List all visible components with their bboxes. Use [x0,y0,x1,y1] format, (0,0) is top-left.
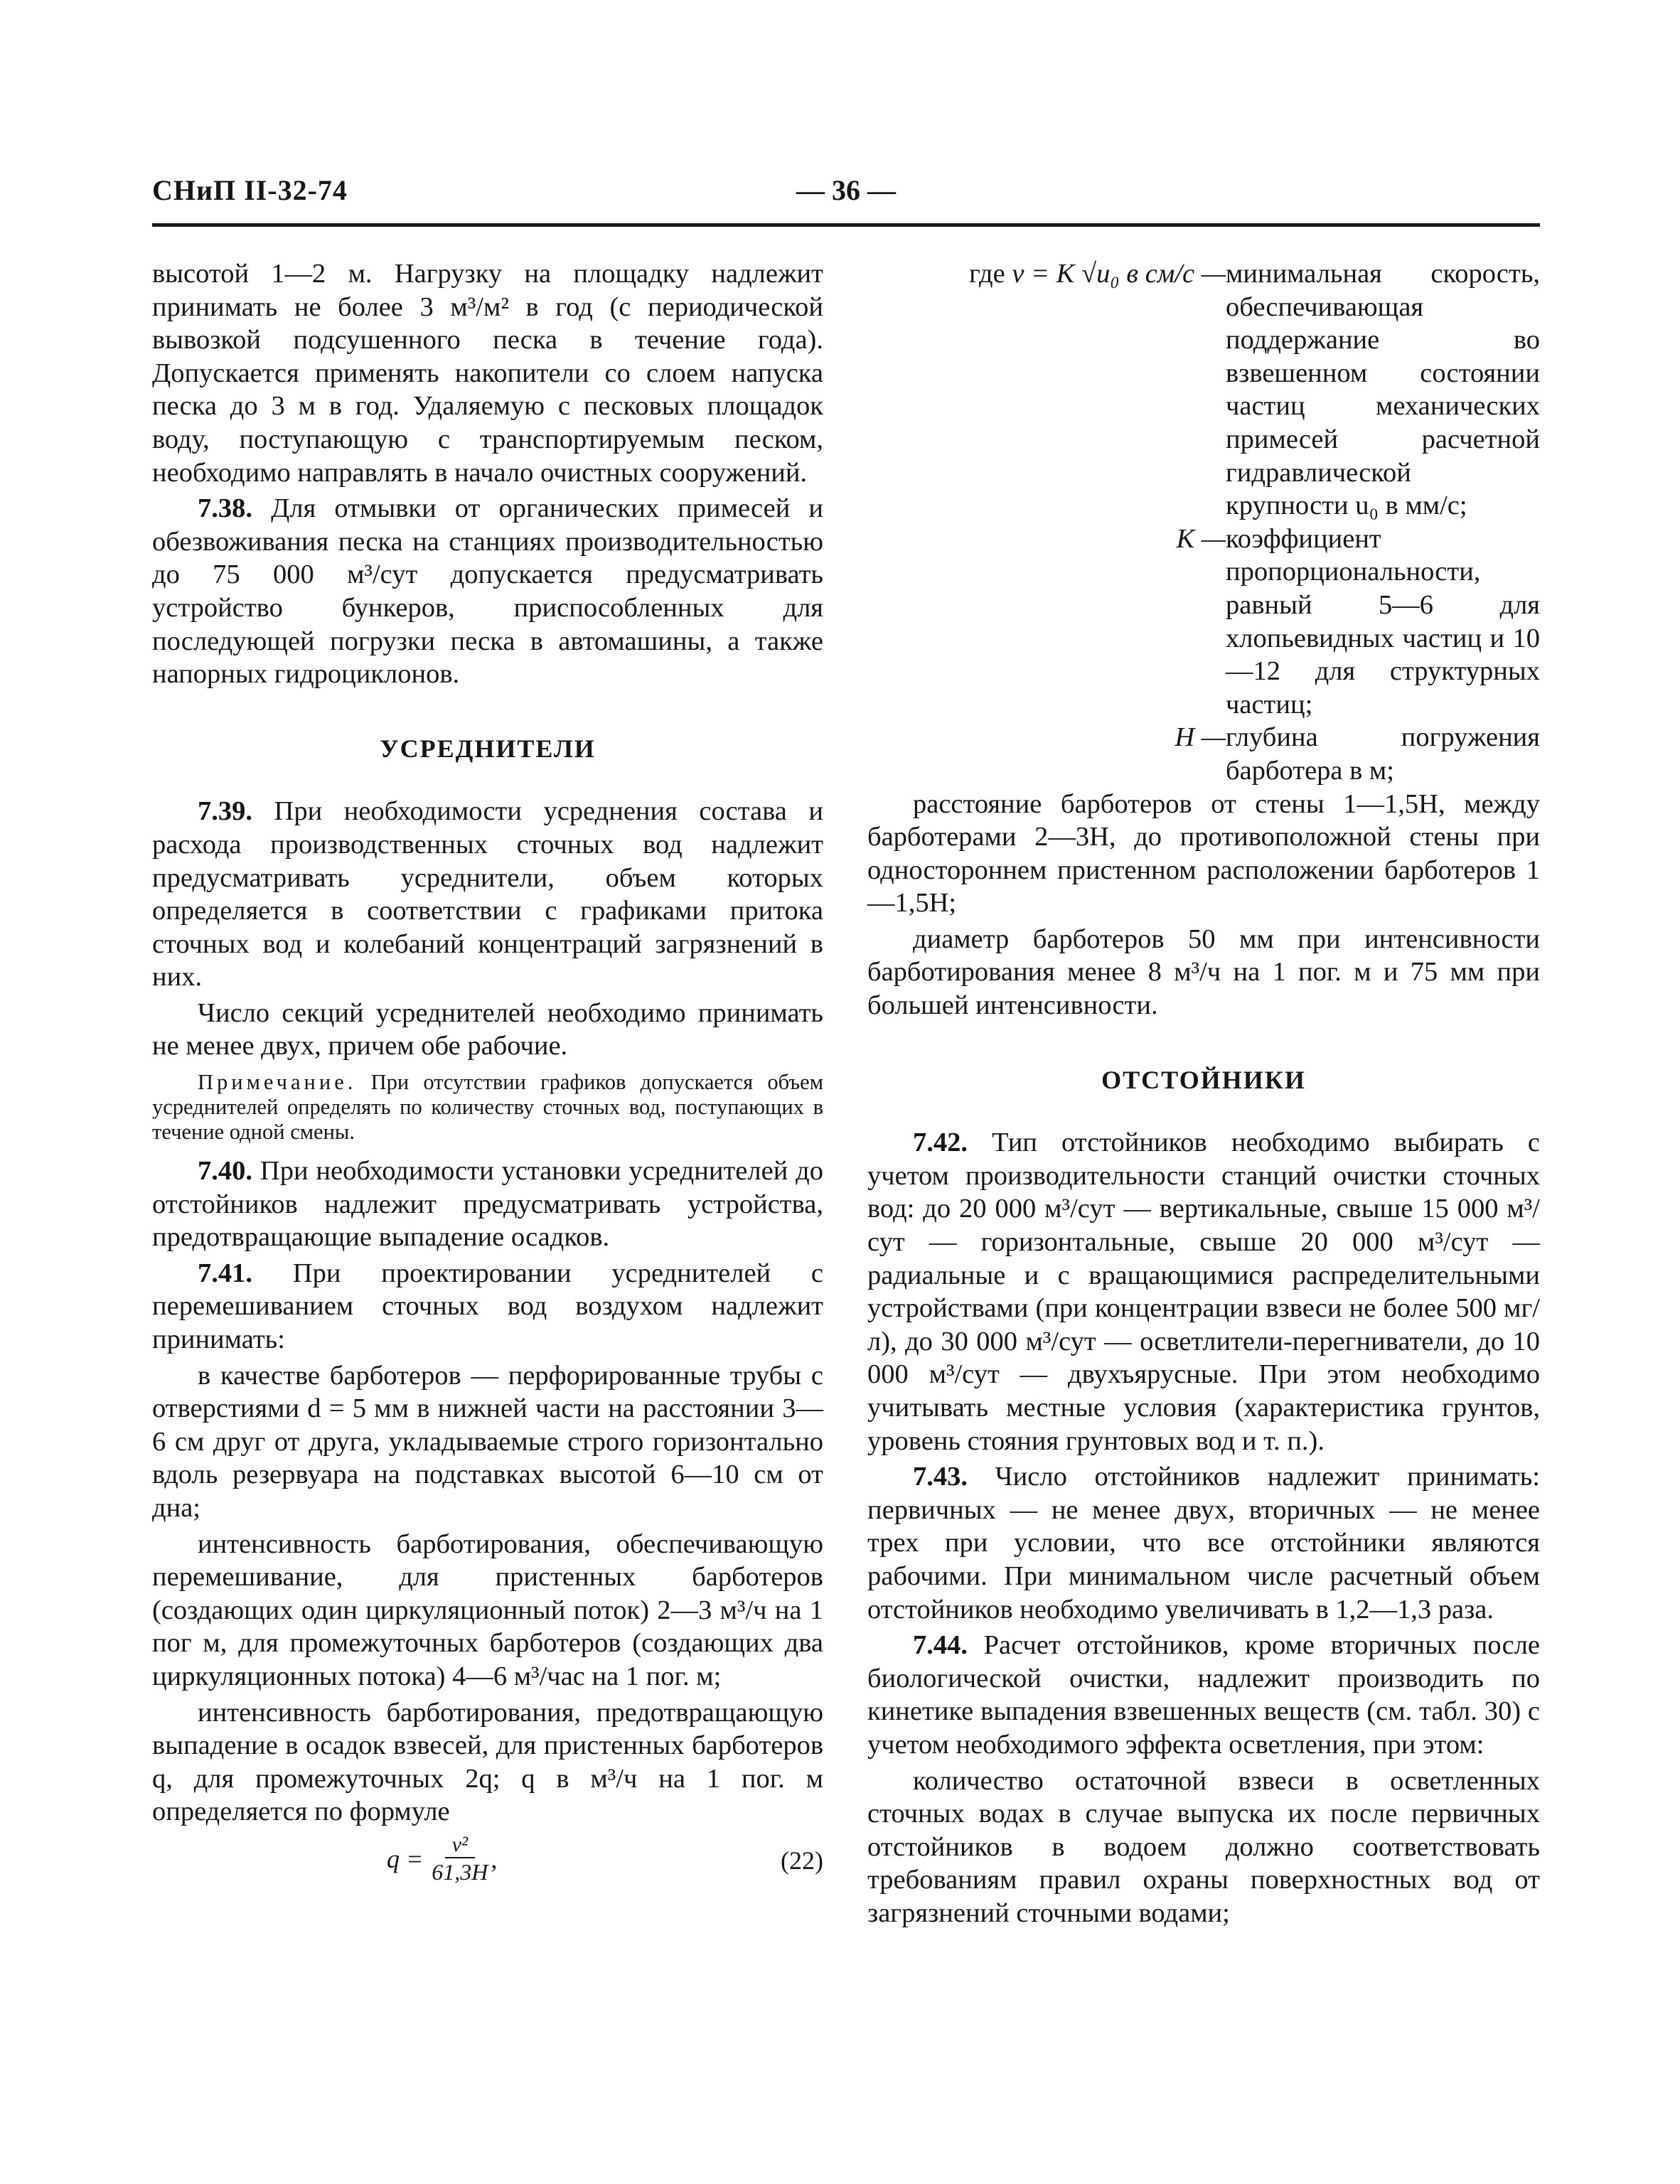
paragraph-bubblers: в качестве барботеров — перфорированные трубы с отверстиями d = 5 мм в нижней части на расстоянии 3—6 см друг от друга, укладываемые строго горизонтально вдоль резервуара на подставках высотой 6—10 см от дна; [152,1360,823,1523]
clause-7-41 [152,1257,823,1356]
definition-symbol: K — [1176,523,1226,554]
clause-number: 7.44. [913,1630,968,1661]
page-number: — 36 — [796,174,896,206]
definition-term [867,257,1226,523]
clause-text: Для отмывки от органических примесей и обезвоживания песка на станциях производительностью до 75 000 м³/сут допускается предусматривать устройство бункеров, приспособленных для последующей погрузки песка в автомашины, а также напорных гидроциклонов. [152,493,824,690]
clause-number: 7.39. [198,796,252,827]
clause-number: 7.41. [198,1258,252,1288]
left-column [152,257,823,1887]
variable-definitions [867,257,1540,788]
clause-7-39 [152,795,823,994]
formula-comma: , [491,1844,498,1873]
definition-symbol: H — [1175,722,1226,753]
section-heading-settlers: ОТСТОЙНИКИ [1101,1065,1306,1094]
page-header [152,173,1540,216]
definition-h [867,721,1540,787]
paragraph-residual-suspension: количество остаточной взвеси в осветленных сточных водах в случае выпуска их после первичных отстойников в водоем должно соответствовать требованиям правил охраны поверхностных вод от загрязнений сточными водами; [867,1765,1540,1928]
note [152,1070,823,1145]
definition-symbol: v = K √u₀ в см/с — [1012,259,1226,289]
formula-22 [152,1831,823,1887]
paragraph-bubbler-diameter: диаметр барботеров 50 мм при интенсивности барботирования менее 8 м³/ч на 1 пог. м и 75 мм при большей интенсивности. [867,924,1540,1021]
clause-text: При необходимости установки усреднителей до отстойников надлежит предусматривать устройства, предотвращающие выпадение осадков. [152,1156,824,1253]
header-rule [152,223,1540,227]
definition-v [867,257,1540,523]
note-text: При отсутствии графиков допускается объем усреднителей определять по количеству сточных вод, поступающих в течение одной смены. [152,1070,823,1145]
right-column [867,257,1540,1933]
paragraph-sections-count: Число секций усреднителей необходимо принимать не менее двух, причем обе рабочие. [152,997,823,1061]
definition-text: минимальная скорость, обеспечивающая поддержание во взвешенном состоянии частиц механических примесей расчетной гидравлической крупности u₀ в мм/с; [1226,259,1540,521]
clause-number: 7.38. [198,493,252,524]
clause-7-44 [867,1629,1540,1761]
clause-text: Число отстойников надлежит принимать: первичных — не менее двух, вторичных — не менее трех при условии, что все отстойники являются рабочими. При минимальном числе расчетный объем отстойников необходимо увеличивать в 1,2—1,3 раза. [867,1462,1541,1624]
clause-text: Расчет отстойников, кроме вторичных после биологической очистки, надлежит производить по кинетике выпадения взвешенных веществ (см. табл. 30) с учетом необходимого эффекта осветления, при этом: [867,1630,1541,1760]
clause-7-42 [867,1126,1540,1457]
clause-7-40 [152,1155,823,1254]
clause-text: Тип отстойников необходимо выбирать с учетом производительности станций очистки сточных вод: до 20 000 м³/сут — вертикальные, свыше 15 000 м³/сут — горизонтальные, свыше 20 000 м³/сут — радиальные и с вращающимися распределительными устройствами (при концентрации взвеси не более 500 мг/л), до 30 000 м³/сут — осветлители-перегниватели, до 10 000 м³/сут — двухъярусные. При этом необходимо учитывать местные условия (характеристика грунтов, уровень стояния грунтовых вод и т. п.). [867,1128,1540,1456]
paragraph-bubbling-intensity: интенсивность барботирования, обеспечивающую перемешивание, для пристенных барботеров (создающих один циркуляционный поток) 2—3 м³/ч на 1 пог м, для промежуточных барботеров (создающих два циркуляционных потока) 4—6 м³/час на 1 пог. м; [152,1529,823,1691]
where-word: где [969,259,1005,289]
definition-k [867,523,1540,722]
paragraph-bubbler-distance: расстояние барботеров от стены 1—1,5H, между барботерами 2—3H, до противоположной стены при одностороннем пристенном расположении барботеров 1—1,5H; [867,788,1540,919]
formula-expression [387,1833,497,1885]
definition-text: глубина погружения барботера в м; [1226,722,1540,786]
definition-text: коэффициент пропорциональности, равный 5—6 для хлопьевидных частиц и 10—12 для структурных частиц; [1226,523,1540,719]
formula-denominator: 61,3H [432,1858,488,1885]
formula-fraction [432,1833,488,1885]
formula-numerator: v² [445,1833,475,1858]
clause-number: 7.42. [913,1128,968,1158]
clause-number: 7.43. [913,1462,968,1492]
paragraph-bubbling-intensity-settling: интенсивность барботирования, предотвращающую выпадение в осадок взвесей, для пристенных барботеров q, для промежуточных 2q; q в м³/ч на 1 пог. м определяется по формуле [152,1697,823,1827]
document-code: СНиП II-32-74 [152,174,348,206]
clause-number: 7.40. [198,1156,252,1187]
paragraph-sand-areas: высотой 1—2 м. Нагрузку на площадку надлежит принимать не более 3 м³/м² в год (с периодической вывозкой подсушенного песка в течение года). Допускается применять накопители со слоем напуска песка до 3 м в год. Удаляемую с песковых площадок воду, поступающую с транспортируемым песком, необходимо направлять в начало очистных сооружений. [152,259,823,488]
formula-number: (22) [781,1846,823,1875]
clause-7-43 [867,1460,1540,1626]
clause-7-38 [152,492,823,691]
note-label: Примечание. [198,1070,357,1095]
clause-text: При необходимости усреднения состава и расхода производственных сточных вод надлежит предусматривать усреднители, объем которых определяется в соответствии с графиками притока сточных вод и колебаний концентраций загрязнений в них. [152,796,823,992]
section-heading-equalizers: УСРЕДНИТЕЛИ [380,734,596,763]
formula-lhs: q = [387,1844,424,1873]
clause-text: При проектировании усреднителей с перемешиванием сточных вод воздухом надлежит принимать: [152,1258,823,1355]
